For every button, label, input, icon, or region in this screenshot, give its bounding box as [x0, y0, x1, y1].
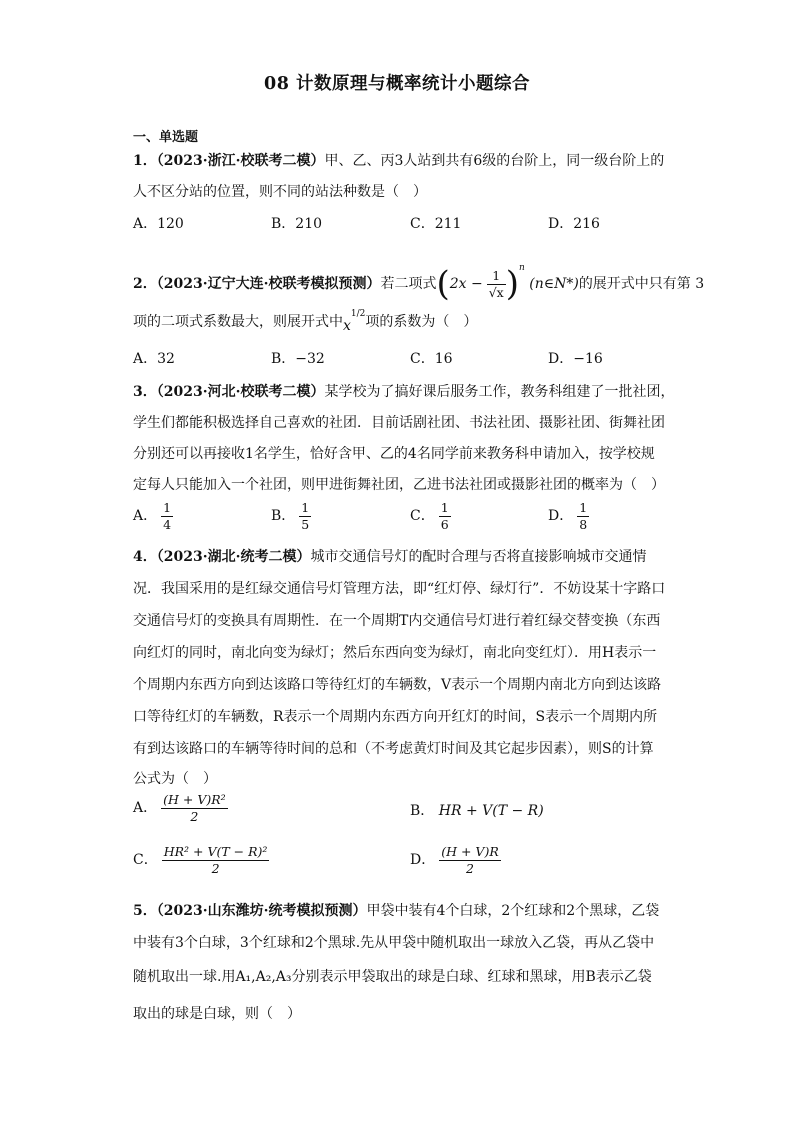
q1-option-d: D．216 — [548, 216, 600, 232]
q5-line2: 中装有3个白球，3个红球和2个黑球.先从甲袋中随机取出一球放入乙袋，再从乙袋中 — [133, 935, 655, 951]
q2-condition: (n∈N*) — [529, 276, 579, 292]
q3-option-c: C． $\frac{1}{6}$ — [410, 500, 449, 532]
q2-option-b: B．−32 — [271, 351, 325, 367]
q2-source: （2023·辽宁大连·校联考模拟预测） — [156, 276, 381, 292]
q3-option-b: B． $\frac{1}{5}$ — [271, 500, 310, 532]
q4-line4: 向红灯的同时，南北向变为绿灯；然后东西向变为绿灯，南北向变红灯）．用H表示一 — [133, 645, 657, 661]
q4-line3: 交通信号灯的变换具有周期性．在一个周期T内交通信号灯进行着红绿交替变换（东西 — [133, 613, 661, 629]
q2-x: x — [343, 318, 351, 334]
q4-option-b: B． HR + V(T − R) — [410, 803, 544, 819]
q3-line3: 分别还可以再接收1名学生，恰好含甲、乙的4名同学前来教务科申请加入，按学校规 — [133, 446, 655, 462]
q4-line1: 4．（2023·湖北·统考二模）城市交通信号灯的配时合理与否将直接影响城市交通情 — [133, 549, 647, 565]
q4-source: （2023·湖北·统考二模） — [156, 549, 311, 565]
q5-line1: 5．（2023·山东潍坊·统考模拟预测）甲袋中装有4个白球，2个红球和2个黑球，乙袋 — [133, 903, 660, 919]
q1-option-c: C．211 — [410, 216, 462, 232]
q3-source: （2023·河北·校联考二模） — [156, 384, 325, 400]
q1-source: （2023·浙江·校联考二模） — [156, 153, 325, 169]
q3-option-d: D． $\frac{1}{8}$ — [548, 500, 588, 532]
q4-option-c: C． $\frac{\text{HR² + V(T − R)²}}{2}$ — [133, 844, 268, 876]
q2-line1: 2．（2023·辽宁大连·校联考模拟预测）若二项式(2x − $\frac{1}{√x}$ )$^n$ (n∈N*)的展开式中只有第 3 — [133, 263, 705, 304]
q5-source: （2023·山东潍坊·统考模拟预测） — [156, 903, 367, 919]
q4-line8: 公式为（ ） — [133, 771, 217, 787]
q2-fraction: $\frac{1}{√x}$ — [488, 267, 504, 300]
q2-post: 的展开式中只有第 3 — [578, 276, 705, 292]
q5-number: 5． — [133, 903, 157, 919]
q2-option-d: D．−16 — [548, 351, 603, 367]
q2-exponent: n — [519, 263, 525, 273]
q2-x-exponent: 1/2 — [350, 309, 366, 320]
q4-option-a: A． $\frac{\text{(H + V)R²}}{2}$ — [133, 792, 226, 824]
q2-number: 2． — [133, 276, 157, 292]
q1-number: 1． — [133, 153, 157, 169]
section-heading: 一、单选题 — [133, 130, 199, 145]
q2-pre: 若二项式 — [380, 276, 437, 292]
q2-line2: 项的二项式系数最大，则展开式中$x^{1/2}$项的系数为（ ） — [133, 309, 478, 334]
page-title: 08 计数原理与概率统计小题综合 — [264, 74, 530, 94]
q4-line7: 有到达该路口的车辆等待时间的总和（不考虑黄灯时间及其它起步因素），则S的计算 — [133, 741, 654, 757]
q2-term: 2x − — [449, 276, 483, 292]
q1-text-1: 甲、乙、丙3人站到共有6级的台阶上，同一级台阶上的 — [324, 153, 665, 169]
q3-options — [133, 500, 693, 540]
q3-line4: 定每人只能加入一个社团，则甲进街舞社团，乙进书法社团或摄影社团的概率为（ ） — [133, 477, 665, 493]
q4-line2: 况．我国采用的是红绿交通信号灯管理方法，即“红灯停、绿灯行”．不妨设某十字路口 — [133, 581, 666, 597]
q2-option-a: A．32 — [133, 351, 175, 367]
q4-line6: 口等待红灯的车辆数，R表示一个周期内东西方向开红灯的时间，S表示一个周期内所 — [133, 709, 658, 725]
q2-option-c: C．16 — [410, 351, 453, 367]
q1-line2: 人不区分站的位置，则不同的站法种数是（ ） — [133, 184, 427, 200]
q4-line5: 个周期内东西方向到达该路口等待红灯的车辆数，V表示一个周期内南北方向到达该路 — [133, 677, 662, 693]
q4-option-d: D． $\frac{(H + V)R}{2}$ — [410, 844, 499, 876]
q5-line3: 随机取出一球.用A₁,A₂,A₃分别表示甲袋取出的球是白球、红球和黑球，用B表示乙袋 — [133, 969, 652, 985]
q3-option-a: A． $\frac{1}{4}$ — [133, 500, 172, 532]
q4-options-row2 — [133, 844, 693, 884]
q4-number: 4． — [133, 549, 157, 565]
q5-line4: 取出的球是白球，则（ ） — [133, 1006, 301, 1022]
q1-option-b: B．210 — [271, 216, 323, 232]
q1-line1 — [133, 150, 664, 170]
q3-line2: 学生们都能积极选择自己喜欢的社团．目前话剧社团、书法社团、摄影社团、街舞社团 — [133, 415, 665, 431]
q4-options-row1 — [133, 792, 693, 832]
q3-number: 3． — [133, 384, 157, 400]
q3-line1: 3．（2023·河北·校联考二模）某学校为了搞好课后服务工作，教务科组建了一批社团， — [133, 384, 675, 400]
q1-option-a: A．120 — [133, 216, 184, 232]
